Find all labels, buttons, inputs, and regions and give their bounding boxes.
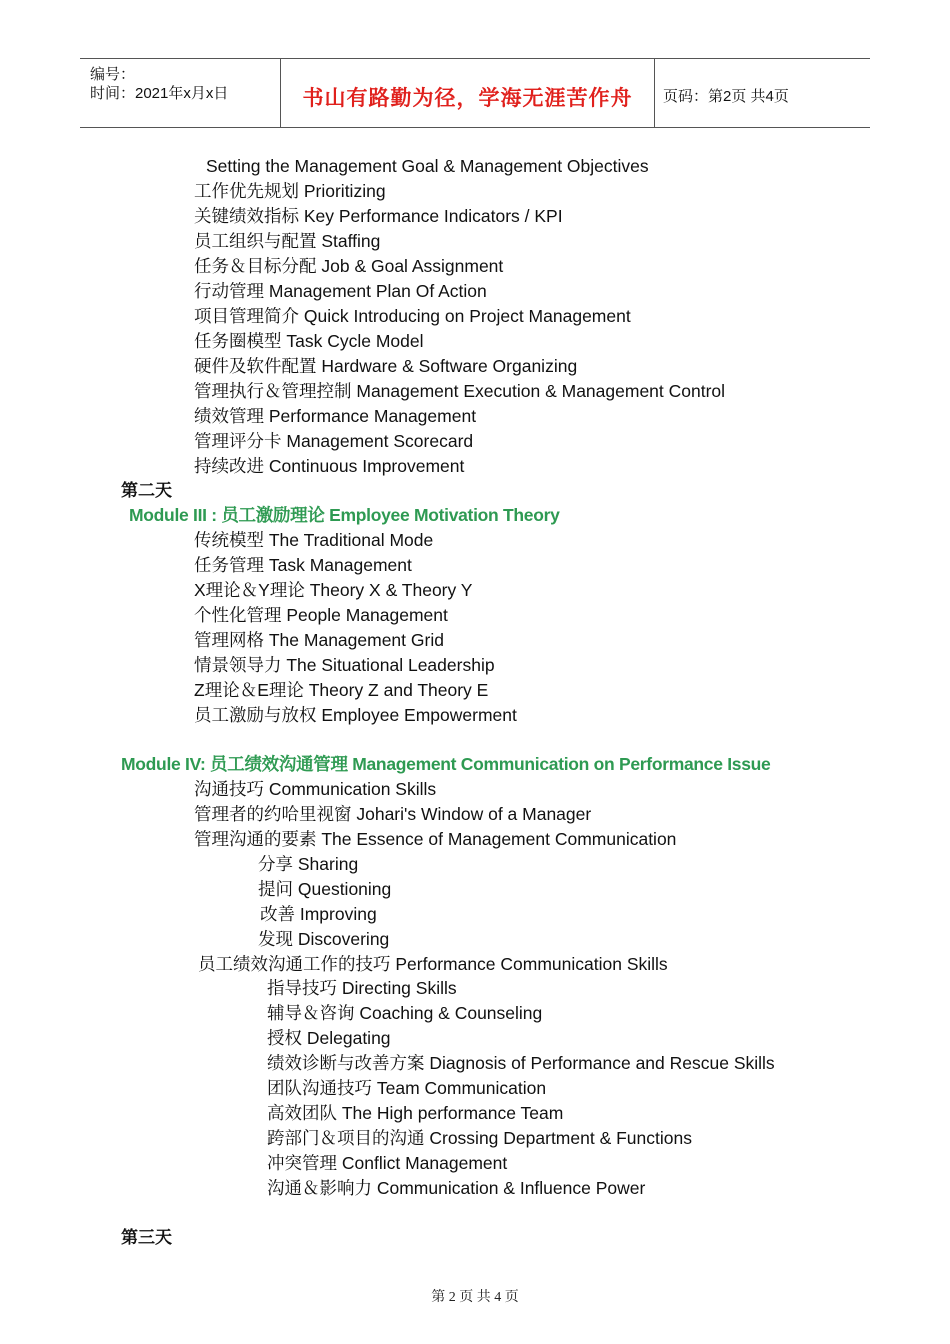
list-item: 持续改进 Continuous Improvement [194,456,465,476]
sub-list-item: 发现 Discovering [258,929,390,949]
sub-list-item: 指导技巧 Directing Skills [267,978,457,998]
sub-list-item: 冲突管理 Conflict Management [267,1153,508,1173]
sub-list-item: 高效团队 The High performance Team [267,1103,564,1123]
list-item: 管理网格 The Management Grid [194,630,444,650]
page-header [80,58,870,128]
list-item: 项目管理简介 Quick Introducing on Project Management [194,306,631,326]
list-item: 任务＆目标分配 Job & Goal Assignment [194,256,504,276]
page-footer: 第 2 页 共 4 页 [431,1290,519,1305]
list-item: 关键绩效指标 Key Performance Indicators / KPI [194,206,563,226]
serial-label: 编号： [90,66,136,83]
day-heading: 第二天 [121,481,172,500]
list-item: 工作优先规划 Prioritizing [194,181,386,201]
list-item: X理论＆Y理论 Theory X & Theory Y [194,580,473,600]
sub-list-item: 绩效诊断与改善方案 Diagnosis of Performance and Rescue Skills [267,1053,775,1073]
header-right-cell [655,59,870,127]
header-motto-cell [281,59,655,127]
module-title: Module III : 员工激励理论 Employee Motivation Theory [129,505,560,525]
header-motto: 书山有路勤为径，学海无涯苦作舟 [302,87,633,110]
day-heading: 第三天 [121,1228,172,1247]
list-item: 员工组织与配置 Staffing [194,231,381,251]
sub-list-item: 跨部门＆项目的沟通 Crossing Department & Functions [267,1128,692,1148]
sub-list-item: 团队沟通技巧 Team Communication [267,1078,547,1098]
list-item: 任务圈模型 Task Cycle Model [194,331,424,351]
list-item: 员工绩效沟通工作的技巧 Performance Communication Skills [198,954,668,974]
list-item: 管理评分卡 Management Scorecard [194,431,474,451]
list-item: 情景领导力 The Situational Leadership [194,655,495,675]
list-item: 行动管理 Management Plan Of Action [194,281,487,301]
header-left-cell [80,59,281,127]
list-item: 管理沟通的要素 The Essence of Management Communication [194,829,677,849]
list-item: 硬件及软件配置 Hardware & Software Organizing [194,356,578,376]
sub-list-item: 提问 Questioning [258,879,392,899]
list-item: Z理论＆E理论 Theory Z and Theory E [194,680,489,700]
list-item: 员工激励与放权 Employee Empowerment [194,705,517,725]
list-item: 管理执行＆管理控制 Management Execution & Management Control [194,381,726,401]
time-label: 时间：2021年x月x日 [90,85,229,102]
sub-list-item: 改善 Improving [260,904,377,924]
list-item: 传统模型 The Traditional Mode [194,530,434,550]
sub-list-item: 辅导＆咨询 Coaching & Counseling [267,1003,543,1023]
list-item: 任务管理 Task Management [194,555,412,575]
module-title: Module IV: 员工绩效沟通管理 Management Communication on Performance Issue [121,754,771,774]
sub-list-item: 分享 Sharing [258,854,359,874]
sub-list-item: 沟通＆影响力 Communication & Influence Power [267,1178,646,1198]
list-item: Setting the Management Goal & Management Objectives [206,156,649,176]
list-item: 沟通技巧 Communication Skills [194,779,437,799]
header-page-info: 页码：第2页 共4页 [663,88,789,105]
list-item: 绩效管理 Performance Management [194,406,477,426]
list-item: 个性化管理 People Management [194,605,448,625]
list-item: 管理者的约哈里视窗 Johari's Window of a Manager [194,804,592,824]
sub-list-item: 授权 Delegating [267,1028,391,1048]
